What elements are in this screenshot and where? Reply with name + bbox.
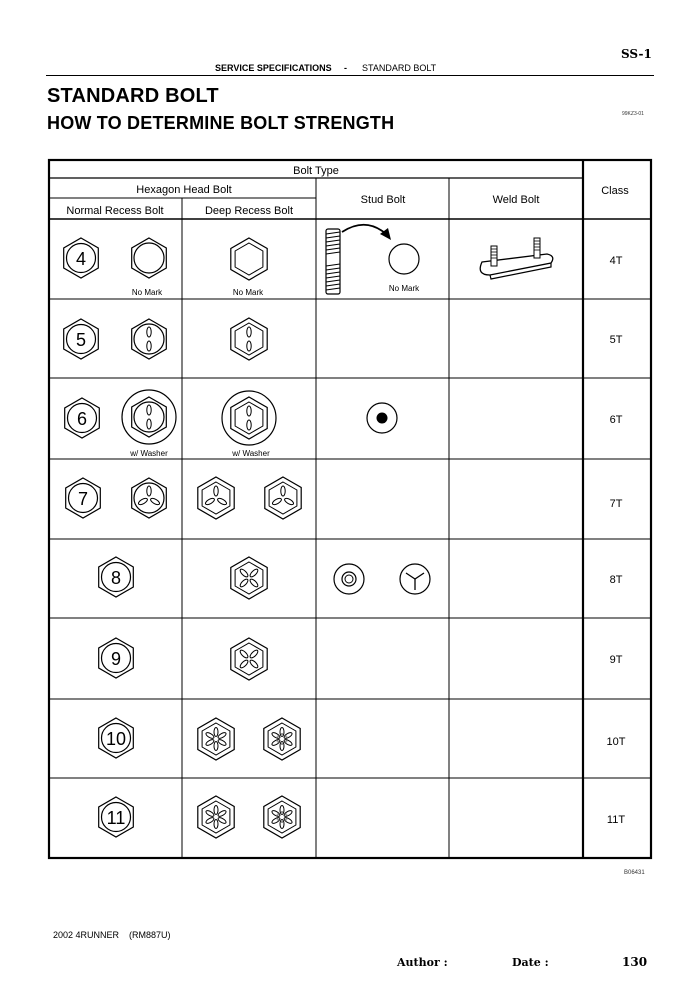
no-mark-deep: No Mark	[232, 288, 264, 297]
stud-end-plain-icon	[389, 244, 419, 274]
class-5t: 5T	[609, 334, 623, 346]
head-mark-8-label: 8	[110, 568, 122, 588]
washer-two-line-mark-icon	[122, 390, 176, 444]
deep-recess-six-petal-icon	[198, 718, 234, 760]
class-4t: 4T	[609, 255, 623, 267]
stud-end-dot-icon	[367, 403, 397, 433]
page-title: STANDARD BOLT	[47, 85, 219, 107]
head-mark-9-label: 9	[110, 649, 122, 669]
page-number: 130	[622, 955, 648, 969]
head-mark-7-label: 7	[77, 489, 89, 509]
class-7t: 7T	[609, 498, 623, 510]
class-8t: 8T	[609, 574, 623, 586]
deep-recess-six-dot-icon-11	[264, 796, 300, 838]
figure-code: B06431	[624, 870, 645, 876]
running-separator: -	[344, 63, 347, 73]
w-washer-normal: w/ Washer	[130, 449, 168, 458]
date-label: Date :	[512, 956, 549, 969]
deep-recess-six-petal-icon-11	[198, 796, 234, 838]
head-mark-11-label: 11	[106, 808, 126, 828]
deep-recess-bolt-header: Deep Recess Bolt	[204, 205, 294, 217]
deep-recess-three-petal-icon-b	[265, 477, 301, 519]
author-label: Author :	[397, 956, 448, 969]
class-9t: 9T	[609, 654, 623, 666]
w-washer-deep: w/ Washer	[232, 449, 270, 458]
two-line-mark-icon	[132, 319, 167, 359]
plain-head-icon	[132, 238, 167, 278]
page-subtitle: HOW TO DETERMINE BOLT STRENGTH	[47, 113, 395, 133]
normal-recess-bolt-header: Normal Recess Bolt	[66, 205, 164, 217]
class-11t: 11T	[606, 814, 626, 826]
running-topic: STANDARD BOLT	[362, 63, 437, 73]
stud-bolt-icon	[326, 229, 340, 294]
arrow-icon	[342, 225, 385, 233]
stud-end-y-mark-icon	[400, 564, 430, 594]
deep-recess-six-dot-icon	[264, 718, 300, 760]
deep-recess-four-petal-icon	[231, 557, 267, 599]
head-mark-10-label: 10	[105, 729, 127, 749]
footer-model	[53, 930, 171, 940]
head-mark-5-label: 5	[75, 330, 87, 350]
deep-recess-plain-icon	[231, 238, 267, 280]
deep-recess-four-petal-icon-9	[231, 638, 267, 680]
class-10t: 10T	[606, 736, 626, 748]
stud-end-ring-icon	[334, 564, 364, 594]
class-6t: 6T	[609, 414, 623, 426]
deep-recess-two-line-icon	[231, 318, 267, 360]
three-petal-mark-icon	[132, 478, 167, 518]
head-mark-6-label: 6	[76, 409, 88, 429]
head-mark-4-label: 4	[75, 249, 87, 269]
class-header: Class	[601, 185, 629, 197]
deep-recess-washer-icon	[222, 391, 276, 445]
footer-manual-code: (RM887U)	[129, 930, 171, 940]
no-mark-stud: No Mark	[388, 284, 420, 293]
hexagon-head-bolt-header: Hexagon Head Bolt	[136, 184, 232, 196]
deep-recess-three-petal-icon-a	[198, 477, 234, 519]
bolt-type-header: Bolt Type	[293, 165, 339, 177]
running-section: SERVICE SPECIFICATIONS	[215, 63, 332, 73]
ref-code: 99KZ3-01	[622, 111, 644, 117]
footer-model-name: 2002 4RUNNER	[53, 930, 120, 940]
stud-bolt-header: Stud Bolt	[360, 194, 406, 206]
weld-bolt-header: Weld Bolt	[492, 194, 540, 206]
no-mark-normal: No Mark	[131, 288, 163, 297]
weld-bolt-icon	[480, 238, 553, 279]
page-code: SS-1	[621, 47, 652, 61]
